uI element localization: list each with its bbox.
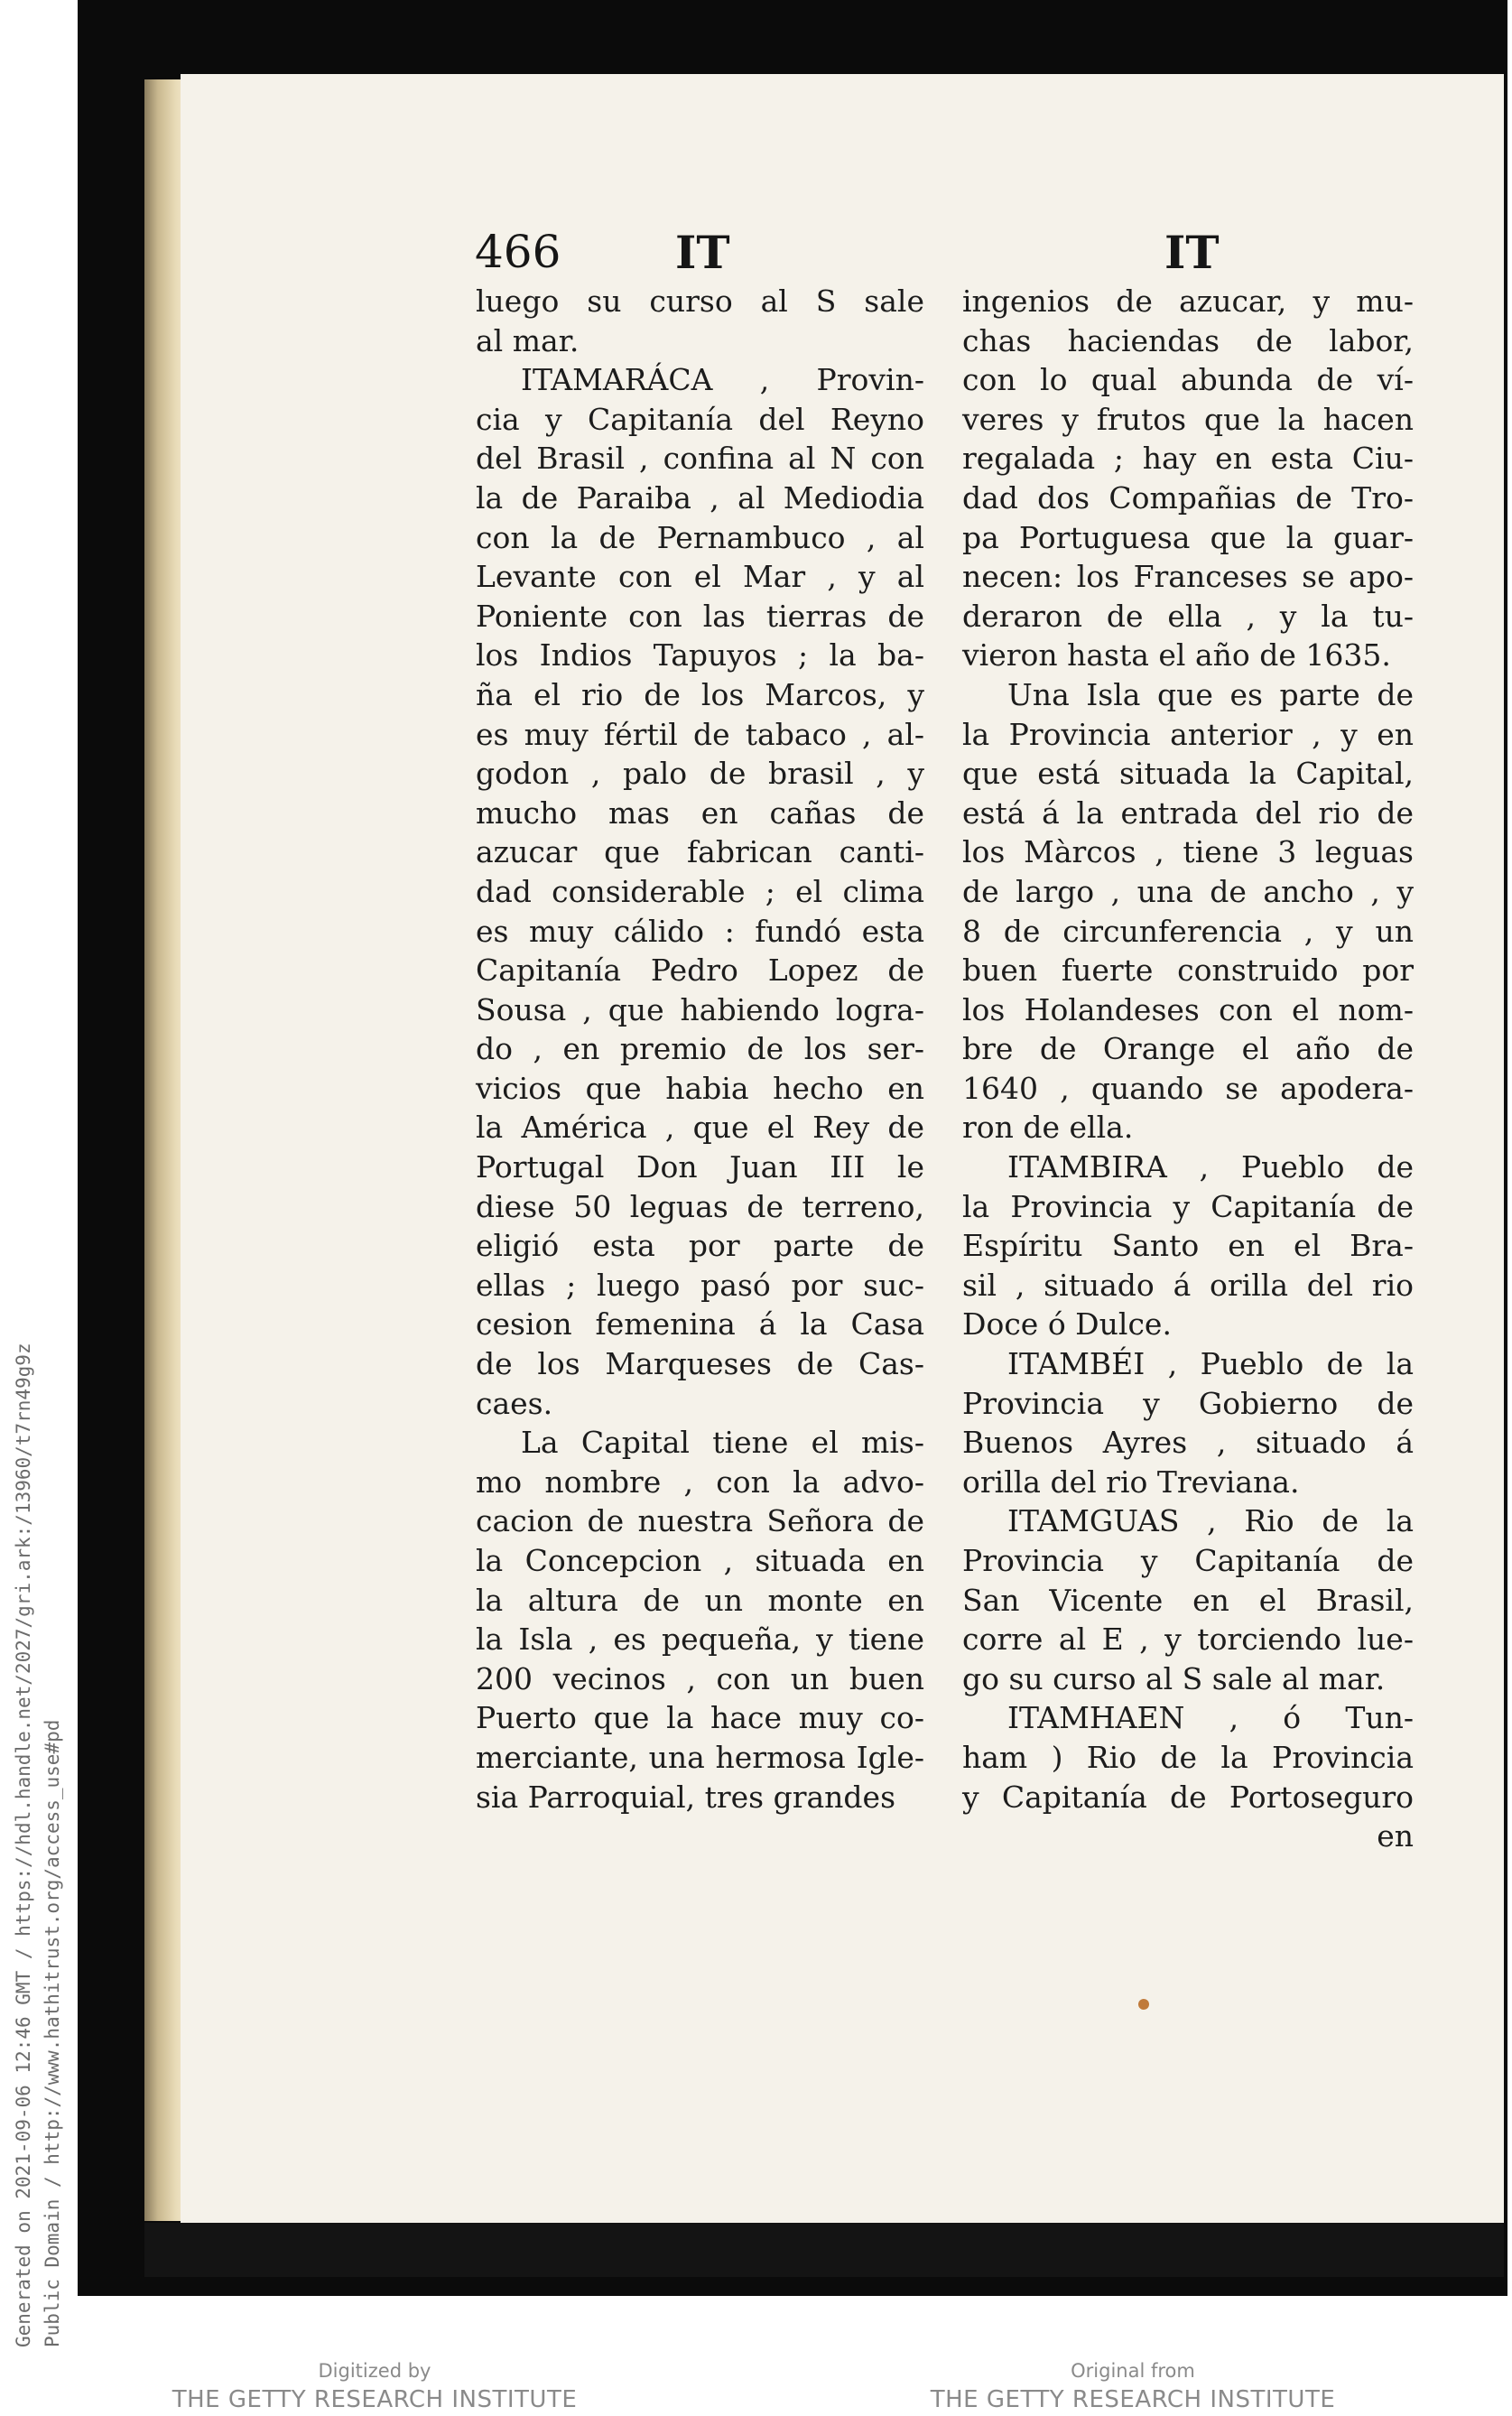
running-head-right: IT [1164,226,1220,279]
text-line: 200 vecinos , con un buen [476,1660,924,1696]
text-line: azucar que fabrican canti- [476,834,924,870]
page-bottom-shadow [144,2223,1504,2277]
text-line: ellas ; luego pasó por suc- [476,1267,924,1303]
footer-right-label: Original from [1071,2360,1195,2382]
text-line: la Concepcion , situada en [476,1543,924,1578]
text-line: orilla del rio Treviana. [962,1464,1300,1500]
text-line: la Isla , es pequeña, y tiene [476,1622,924,1658]
footer-right-institution: THE GETTY RESEARCH INSTITUTE [930,2386,1336,2413]
text-line: merciante, una hermosa Igle- [476,1739,924,1775]
access-notice [0,0,78,2415]
text-line: ITAMBÉI , Pueblo de la [1007,1346,1414,1382]
text-line: diese 50 leguas de terreno, [476,1188,924,1224]
footer-original-from [894,2358,1372,2416]
text-line: del Brasil , confina al N con [476,441,924,477]
text-line: con la de Pernambuco , al [476,519,924,555]
text-line: Doce ó Dulce. [962,1306,1172,1343]
text-line: ITAMHAEN , ó Tun- [1007,1700,1414,1736]
text-line: ña el rio de los Marcos, y [476,676,924,712]
text-line: en [1377,1818,1414,1854]
text-line: deraron de ella , y la tu- [962,598,1414,634]
text-line: de largo , una de ancho , y [962,873,1414,909]
text-line: ITAMGUAS , Rio de la [1007,1503,1414,1539]
page-number: 466 [475,226,561,278]
text-line: la de Paraiba , al Mediodia [476,479,924,516]
footer-digitized-by [135,2358,614,2416]
text-line: Capitanía Pedro Lopez de [476,952,924,989]
footer-left-institution: THE GETTY RESEARCH INSTITUTE [172,2386,578,2413]
text-line: sil , situado á orilla del rio [962,1267,1414,1303]
text-line: de los Marqueses de Cas- [476,1346,924,1382]
text-line: Buenos Ayres , situado á [962,1425,1414,1461]
text-line: La Capital tiene el mis- [521,1425,924,1461]
text-line: con lo qual abunda de ví- [962,362,1414,398]
text-line: ron de ella. [962,1110,1134,1146]
text-line: godon , palo de brasil , y [476,756,924,792]
text-line: al mar. [476,322,580,358]
text-line: Provincia y Gobierno de [962,1385,1414,1421]
text-line: bre de Orange el año de [962,1031,1414,1067]
text-line: luego su curso al S sale [476,283,924,319]
paper-spot [1138,1999,1149,2010]
text-line: chas haciendas de labor, [962,322,1414,358]
text-line: dad dos Compañias de Tro- [962,479,1414,516]
text-line: necen: los Franceses se apo- [962,559,1414,595]
text-line: Puerto que la hace muy co- [476,1700,924,1736]
text-line: cesion femenina á la Casa [476,1306,924,1343]
text-line: Poniente con las tierras de [476,598,924,634]
access-notice-line1: Generated on 2021-09-06 12:46 GMT / https://hdl.handle.net/2027/gri.ark:/13960/t7rn49g9z [13,1343,34,2347]
text-line: do , en premio de los ser- [476,1031,924,1067]
access-notice-line2: Public Domain / http://www.hathitrust.org/access_use#pd [42,1719,63,2347]
left-column [476,282,924,1817]
text-line: 8 de circunferencia , y un [962,913,1414,949]
text-line: corre al E , y torciendo lue- [962,1622,1414,1658]
text-line: ingenios de azucar, y mu- [962,283,1414,319]
text-line: los Màrcos , tiene 3 leguas [962,834,1414,870]
text-line: 1640 , quando se apodera- [962,1070,1414,1106]
text-line: la Provincia anterior , y en [962,716,1414,752]
text-line: sia Parroquial, tres grandes [476,1779,896,1815]
text-line: que está situada la Capital, [962,756,1414,792]
text-line: mo nombre , con la advo- [476,1464,924,1500]
text-line: Levante con el Mar , y al [476,559,924,595]
text-line: cacion de nuestra Señora de [476,1503,924,1539]
text-line: regalada ; hay en esta Ciu- [962,441,1414,477]
text-line: Provincia y Capitanía de [962,1543,1414,1578]
text-line: buen fuerte construido por [962,952,1414,989]
text-line: Sousa , que habiendo logra- [476,991,924,1027]
text-line: los Holandeses con el nom- [962,991,1414,1027]
text-line: ITAMBIRA , Pueblo de [1007,1149,1414,1185]
text-line: la altura de un monte en [476,1582,924,1618]
text-line: Una Isla que es parte de [1007,676,1414,712]
text-line: Portugal Don Juan III le [476,1149,924,1185]
text-line: cia y Capitanía del Reyno [476,401,924,437]
text-line: la Provincia y Capitanía de [962,1188,1414,1224]
text-line: San Vicente en el Brasil, [962,1582,1414,1618]
text-line: Espíritu Santo en el Bra- [962,1228,1414,1264]
running-head-left: IT [675,226,730,279]
text-line: veres y frutos que la hacen [962,401,1414,437]
text-line: eligió esta por parte de [476,1228,924,1264]
text-line: es muy fértil de tabaco , al- [476,716,924,752]
footer-left-label: Digitized by [318,2360,431,2382]
text-line: vieron hasta el año de 1635. [962,637,1391,674]
text-line: mucho mas en cañas de [476,794,924,831]
text-line: y Capitanía de Portoseguro [962,1779,1414,1815]
text-line: pa Portuguesa que la guar- [962,519,1414,555]
text-line: caes. [476,1385,553,1421]
text-line: dad considerable ; el clima [476,873,924,909]
text-line: ham ) Rio de la Provincia [962,1739,1414,1775]
text-line: los Indios Tapuyos ; la ba- [476,637,924,674]
text-line: la América , que el Rey de [476,1110,924,1146]
text-line: vicios que habia hecho en [476,1070,924,1106]
text-line: es muy cálido : fundó esta [476,913,924,949]
text-line: go su curso al S sale al mar. [962,1660,1386,1696]
text-line: está á la entrada del rio de [962,794,1414,831]
text-line: ITAMARÁCA , Provin- [521,362,924,398]
right-column [962,282,1414,1856]
